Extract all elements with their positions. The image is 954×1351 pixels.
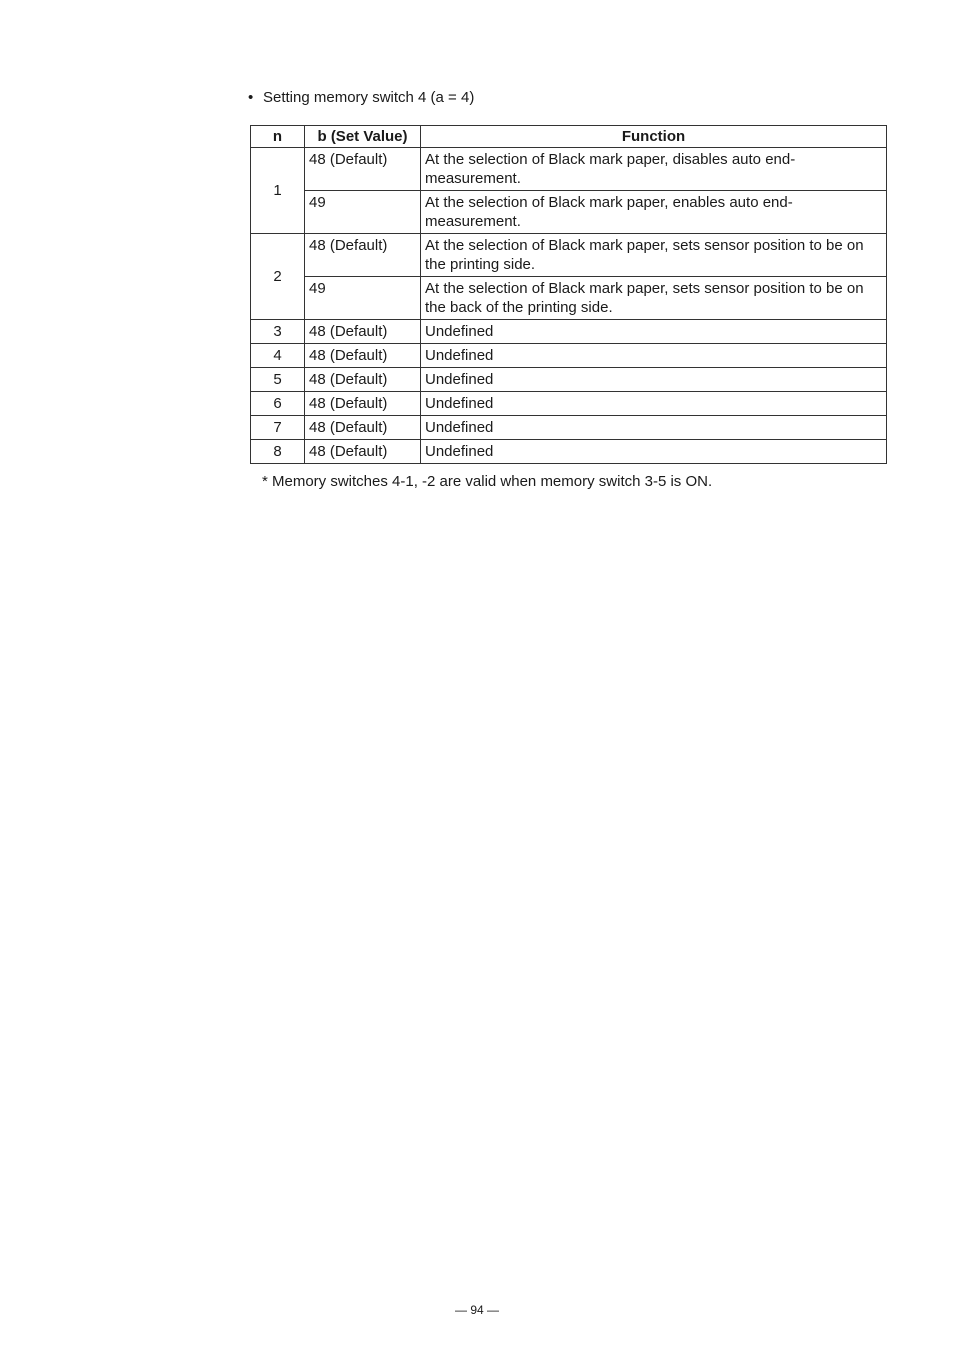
- cell-function: At the selection of Black mark paper, sets sensor position to be on the back of the printing side.: [421, 277, 887, 320]
- cell-n: 8: [251, 440, 305, 464]
- cell-set-value: 48 (Default): [305, 392, 421, 416]
- cell-set-value: 48 (Default): [305, 320, 421, 344]
- column-header-set-value: b (Set Value): [305, 126, 421, 148]
- cell-n: 7: [251, 416, 305, 440]
- column-header-n: n: [251, 126, 305, 148]
- column-header-function: Function: [421, 126, 887, 148]
- table-row: [251, 277, 887, 320]
- table-row: [251, 440, 887, 464]
- table-row: [251, 320, 887, 344]
- section-heading: [248, 88, 474, 108]
- cell-function: Undefined: [421, 320, 887, 344]
- table-header-row: [251, 126, 887, 148]
- table-row: [251, 234, 887, 277]
- cell-n: 1: [251, 148, 305, 234]
- cell-set-value: 48 (Default): [305, 344, 421, 368]
- table-row: [251, 416, 887, 440]
- table-row: [251, 148, 887, 191]
- cell-set-value: 49: [305, 277, 421, 320]
- cell-function: At the selection of Black mark paper, enables auto end-measurement.: [421, 191, 887, 234]
- cell-n: 3: [251, 320, 305, 344]
- cell-function: Undefined: [421, 392, 887, 416]
- cell-n: 6: [251, 392, 305, 416]
- cell-set-value: 49: [305, 191, 421, 234]
- cell-function: At the selection of Black mark paper, sets sensor position to be on the printing side.: [421, 234, 887, 277]
- cell-function: Undefined: [421, 368, 887, 392]
- table-row: [251, 368, 887, 392]
- cell-set-value: 48 (Default): [305, 148, 421, 191]
- page-number: — 94 —: [454, 1303, 499, 1317]
- cell-n: 5: [251, 368, 305, 392]
- cell-function: At the selection of Black mark paper, disables auto end-measurement.: [421, 148, 887, 191]
- cell-function: Undefined: [421, 344, 887, 368]
- cell-set-value: 48 (Default): [305, 234, 421, 277]
- table-row: [251, 344, 887, 368]
- section-heading-text: Setting memory switch 4 (a = 4): [263, 89, 475, 106]
- table-row: [251, 191, 887, 234]
- footnote: * Memory switches 4-1, -2 are valid when memory switch 3-5 is ON.: [262, 473, 713, 490]
- cell-set-value: 48 (Default): [305, 416, 421, 440]
- memory-switch-table: [250, 125, 887, 464]
- bullet-marker: •: [248, 89, 254, 106]
- cell-n: 2: [251, 234, 305, 320]
- cell-n: 4: [251, 344, 305, 368]
- table-row: [251, 392, 887, 416]
- cell-set-value: 48 (Default): [305, 440, 421, 464]
- cell-function: Undefined: [421, 416, 887, 440]
- cell-set-value: 48 (Default): [305, 368, 421, 392]
- cell-function: Undefined: [421, 440, 887, 464]
